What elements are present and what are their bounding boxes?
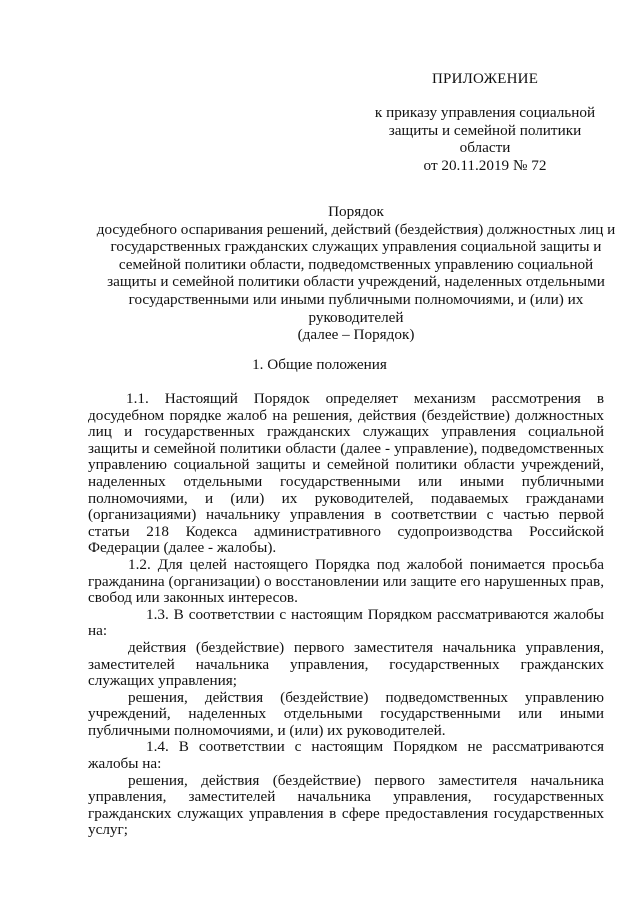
title-line: (далее – Порядок) xyxy=(297,326,415,344)
appendix-line: защиты и семейной политики xyxy=(388,121,582,139)
section-heading: 1. Общие положения xyxy=(252,356,387,373)
paragraph-1-2: 1.2. Для целей настоящего Порядка под жалобой понимается просьба гражданина (организации) о восстановлении или защите его нарушенных прав, свобод или законных интересов. xyxy=(88,555,604,607)
paragraph-1-3: 1.3. В соответствии с настоящим Порядком рассматриваются жалобы на: xyxy=(88,605,604,640)
appendix-reference xyxy=(365,104,605,174)
body-text xyxy=(88,391,604,839)
title-line: защиты и семейной политики области учреждений, наделенных отдельными xyxy=(107,273,605,291)
title-line: государственными или иными публичными полномочиями, и (или) их xyxy=(128,290,584,308)
title-line: государственных гражданских служащих управления социальной защиты и xyxy=(110,238,602,256)
title-line: руководителей xyxy=(308,308,404,326)
appendix-line: к приказу управления социальной xyxy=(374,104,596,121)
title-line: досудебного оспаривания решений, действий (бездействия) должностных лиц и xyxy=(96,220,616,238)
paragraph-1-4: 1.4. В соответствии с настоящим Порядком не рассматриваются жалобы на: xyxy=(88,738,604,773)
appendix-title: ПРИЛОЖЕНИЕ xyxy=(432,71,539,87)
paragraph-1-1: 1.1. Настоящий Порядок определяет механизм рассмотрения в досудебном порядке жалоб на решения, действия (бездействие) должностных лиц и государственных гражданских служащих управления социальной защиты и семейной политики области (далее - управление), подведомственных управлению социальной защиты и семейной политики области учреждений, наделенных отдельными государственными или иными публичными полномочиями, и (или) их руководителей, подаваемых гражданами (организациями) начальнику управления в соответствии с частью первой статьи 218 Кодекса административного судопроизводства Российской Федерации (далее - жалобы). xyxy=(88,390,604,557)
title-line: семейной политики области, подведомственных управлению социальной xyxy=(118,255,594,273)
list-item: решения, действия (бездействие) первого заместителя начальника управления, заместителей начальника управления, государственных гражданских служащих управления в сфере предоставления государственных услуг; xyxy=(88,771,604,839)
list-item: решения, действия (бездействие) подведомственных управлению учреждений, наделенных отдельными государственными или иными публичными полномочиями, и (или) их руководителей. xyxy=(88,688,604,739)
list-item: действия (бездействие) первого заместителя начальника управления, заместителей начальника управления, государственных гражданских служащих управления; xyxy=(88,638,604,690)
title-line: Порядок xyxy=(328,203,384,220)
document-title xyxy=(70,203,639,344)
appendix-line: области xyxy=(459,139,511,156)
appendix-order-date: от 20.11.2019 № 72 xyxy=(423,156,547,174)
